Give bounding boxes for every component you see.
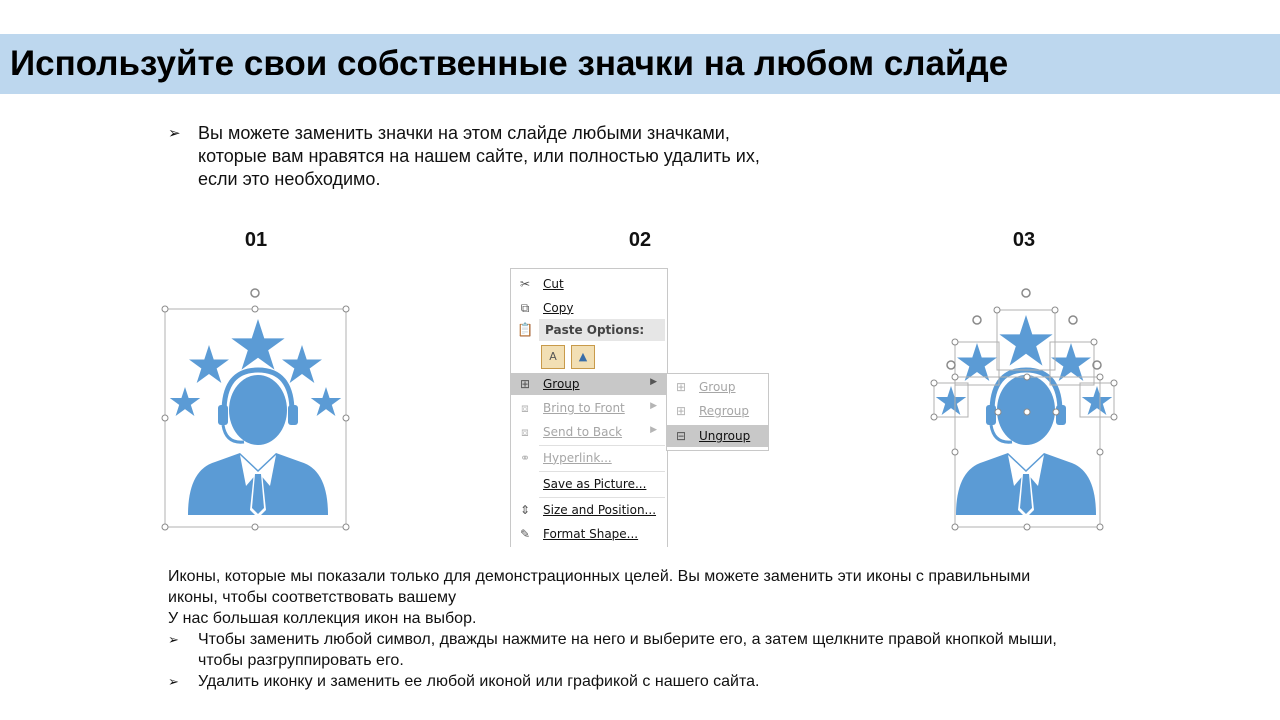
- paste-picture-icon[interactable]: ▲: [571, 345, 595, 369]
- arrow-bullet-icon: ➢: [168, 674, 179, 689]
- slide-title: Используйте свои собственные значки на любом слайде: [10, 44, 1009, 83]
- menu-item-save-as-picture[interactable]: Save as Picture...: [543, 477, 647, 491]
- menu-divider: [539, 471, 665, 472]
- format-shape-icon: ✎: [519, 527, 531, 541]
- step-label-03: 03: [1012, 229, 1036, 251]
- scissors-icon: ✂: [519, 277, 531, 291]
- submenu-item-ungroup[interactable]: ⊟ Ungroup: [667, 425, 768, 447]
- menu-item-hyperlink[interactable]: ⚭ Hyperlink...: [511, 447, 667, 469]
- menu-divider: [539, 445, 665, 446]
- group-submenu: [666, 373, 769, 451]
- arrow-bullet-icon: ➢: [168, 632, 179, 647]
- menu-item-send-to-back[interactable]: ⧈ Send to Back ▶: [511, 421, 667, 443]
- menu-item-copy[interactable]: ⧉ Copy: [511, 297, 667, 319]
- size-position-icon: ⇕: [519, 503, 531, 517]
- ungroup-icon: ⊟: [675, 429, 687, 443]
- intro-line-2: которые вам нравятся на нашем сайте, или полностью удалить их,: [198, 146, 760, 166]
- submenu-arrow-icon: ▶: [650, 425, 657, 435]
- notes-line-2: иконы, чтобы соответствовать вашему: [168, 589, 457, 606]
- menu-item-bring-to-front[interactable]: ⧈ Bring to Front ▶: [511, 397, 667, 419]
- step-label-02: 02: [628, 229, 652, 251]
- context-menu: [510, 268, 668, 547]
- menu-divider: [539, 497, 665, 498]
- bring-front-icon: ⧈: [521, 401, 529, 415]
- notes-bullet-2: ➢ Удалить иконку и заменить ее любой иконой или графикой с нашего сайта.: [168, 673, 760, 690]
- intro-line-3: если это необходимо.: [198, 169, 381, 189]
- notes-block: [168, 566, 1208, 692]
- notes-line-1: Иконы, которые мы показали только для демонстрационных целей. Вы можете заменить эти иконы с правильными: [168, 568, 1031, 585]
- menu-item-format-shape[interactable]: ✎ Format Shape...: [511, 523, 667, 545]
- rotate-handle-icon: [251, 289, 259, 297]
- support-agent-grouped-icon[interactable]: [150, 280, 370, 540]
- submenu-item-regroup[interactable]: ⊞ Regroup: [667, 400, 768, 422]
- regroup-icon: ⊞: [675, 404, 687, 418]
- submenu-arrow-icon: ▶: [650, 377, 657, 387]
- hyperlink-icon: ⚭: [519, 451, 531, 465]
- group-icon: ⊞: [675, 380, 687, 394]
- submenu-item-group[interactable]: ⊞ Group: [667, 376, 768, 398]
- menu-item-size-position[interactable]: ⇕ Size and Position...: [511, 499, 667, 521]
- notes-bullet-1: ➢ Чтобы заменить любой символ, дважды нажмите на него и выберите его, а затем щелкните правой кнопкой мыши, чтобы разгруппировать его.: [168, 631, 1057, 669]
- send-back-icon: ⧈: [521, 425, 529, 439]
- notes-line-3: У нас большая коллекция икон на выбор.: [168, 610, 477, 627]
- paste-options-header: Paste Options:: [539, 319, 665, 341]
- intro-bullet: [168, 122, 868, 191]
- step-label-01: 01: [244, 229, 268, 251]
- submenu-arrow-icon: ▶: [650, 401, 657, 411]
- menu-item-group[interactable]: ⊞ Group ▶: [511, 373, 667, 395]
- clipboard-icon: 📋: [517, 323, 534, 338]
- support-agent-ungrouped-icon[interactable]: [920, 280, 1140, 540]
- title-bar: [0, 34, 1280, 94]
- copy-icon: ⧉: [520, 301, 530, 315]
- paste-keep-text-icon[interactable]: A: [541, 345, 565, 369]
- group-icon: ⊞: [519, 377, 531, 391]
- arrow-bullet-icon: ➢: [168, 125, 181, 142]
- intro-line-1: Вы можете заменить значки на этом слайде любыми значками,: [198, 123, 730, 143]
- menu-item-cut[interactable]: ✂ Cut: [511, 273, 667, 295]
